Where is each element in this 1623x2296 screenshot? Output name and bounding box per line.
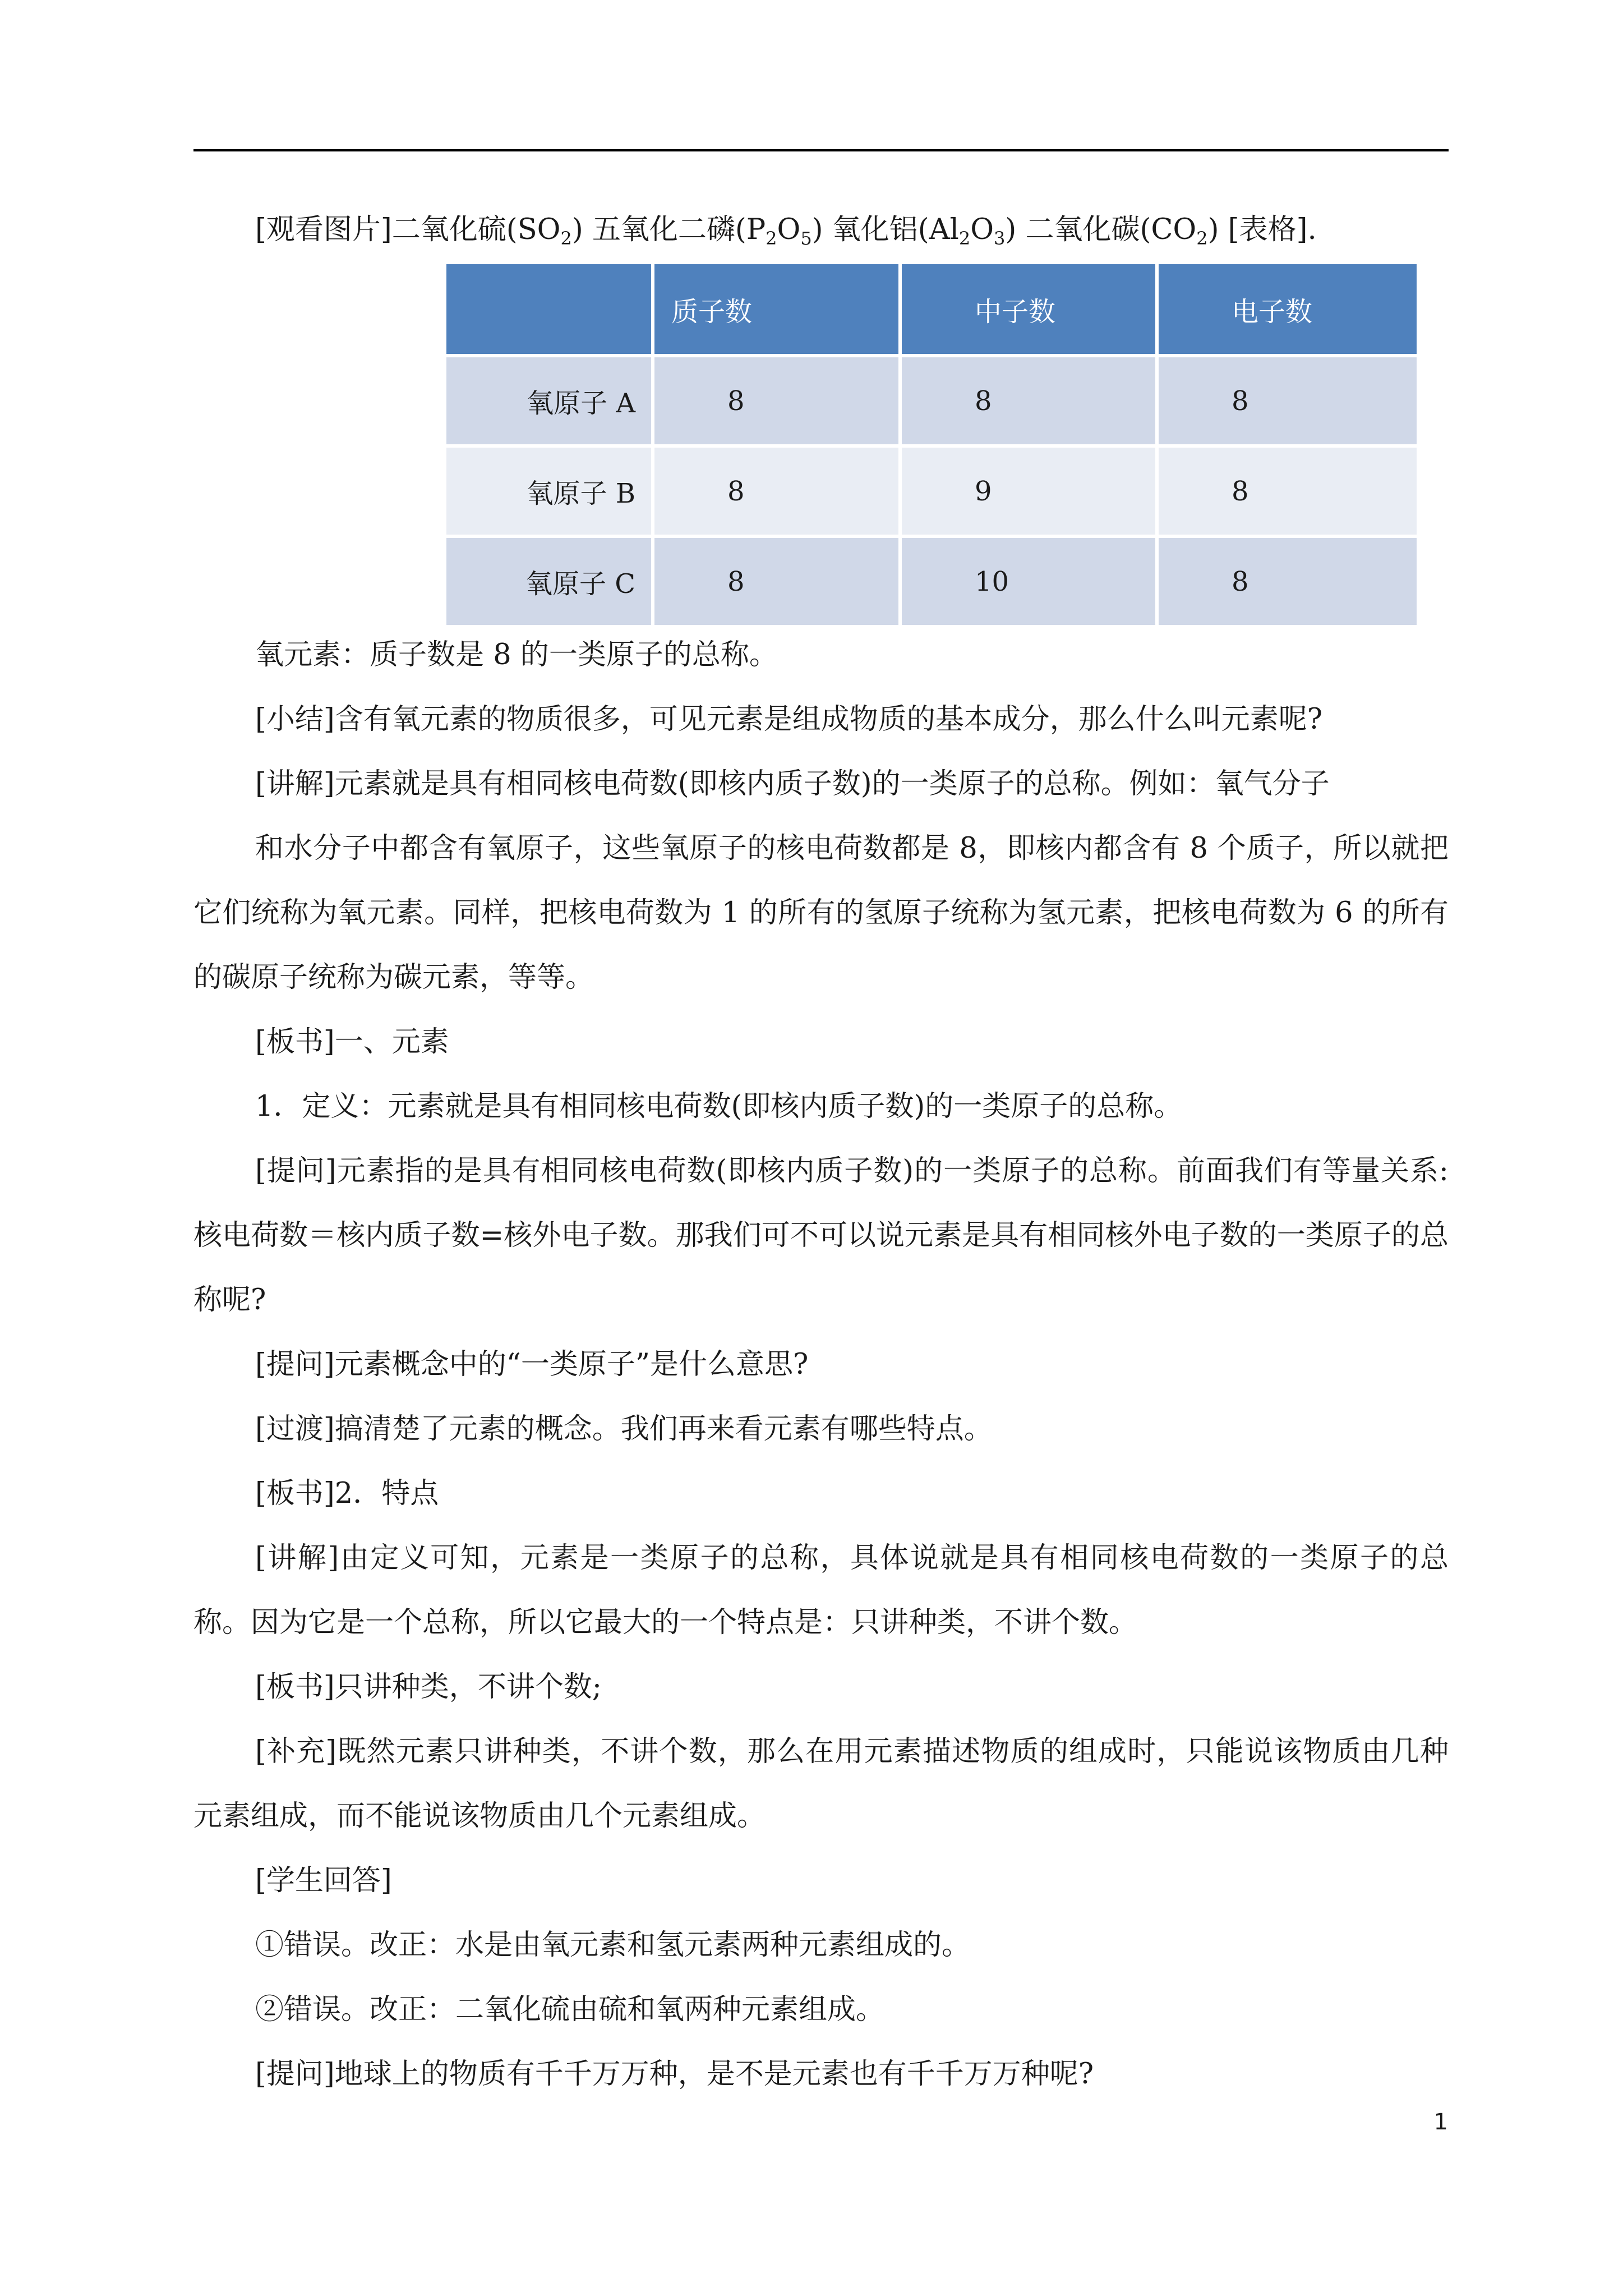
table-cell: 氧原子 C [446, 538, 651, 625]
paragraph-oxygen-element: 氧元素：质子数是 8 的一类原子的总称。 [255, 638, 778, 671]
oxygen-atoms-table [443, 261, 1420, 628]
header-rule [193, 149, 1449, 151]
table-cell: 9 [902, 448, 1155, 535]
paragraph-transition: [过渡]搞清楚了元素的概念。我们再来看元素有哪些特点。 [255, 1412, 993, 1446]
paragraph-answer-2: ②错误。改正：二氧化硫由硫和氧两种元素组成。 [255, 1993, 885, 2026]
page-number: 1 [1433, 2109, 1448, 2135]
paragraph-board-3: [板书]只讲种类，不讲个数; [255, 1671, 602, 1704]
table-cell: 8 [902, 357, 1155, 444]
table-cell: 8 [1159, 357, 1417, 444]
table-cell: 8 [654, 357, 898, 444]
table-row [446, 357, 1417, 444]
paragraph-board-1: [板书]一、元素 [255, 1025, 449, 1059]
paragraph-question-2: [提问]元素概念中的“一类原子”是什么意思? [255, 1348, 809, 1381]
paragraph-question-3: [提问]地球上的物质有千千万万种，是不是元素也有千千万万种呢? [255, 2058, 1094, 2091]
paragraph-explain-1: [讲解]元素就是具有相同核电荷数(即核内质子数)的一类原子的总称。例如：氧气分子 [255, 767, 1330, 800]
paragraph-board-2: [板书]2．特点 [255, 1477, 439, 1510]
paragraph-explain-2: 和水分子中都含有氧原子，这些氧原子的核电荷数都是 8，即核内都含有 8 个质子，所以就把它们统称为氧元素。同样，把核电荷数为 1 的所有的氢原子统称为氢元素，把核电荷数为 6 的所有的碳原子统称为碳元素，等等。 [193, 832, 1449, 994]
paragraph-summary: [小结]含有氧元素的物质很多，可见元素是组成物质的基本成分，那么什么叫元素呢? [255, 703, 1323, 736]
paragraph-explain-3: [讲解]由定义可知，元素是一类原子的总称，具体说就是具有相同核电荷数的一类原子的总称。因为它是一个总称，所以它最大的一个特点是：只讲种类，不讲个数。 [193, 1542, 1449, 1639]
table-cell: 8 [654, 538, 898, 625]
table-header-cell [446, 264, 651, 354]
table-header-cell: 中子数 [902, 264, 1155, 354]
table-header-cell: 质子数 [654, 264, 898, 354]
table-cell: 10 [902, 538, 1155, 625]
paragraph-supplement: [补充]既然元素只讲种类，不讲个数，那么在用元素描述物质的组成时，只能说该物质由几种元素组成，而不能说该物质由几个元素组成。 [193, 1735, 1449, 1833]
table-row [446, 538, 1417, 625]
paragraph-definition: 1．定义：元素就是具有相同核电荷数(即核内质子数)的一类原子的总称。 [255, 1090, 1183, 1123]
table-cell: 8 [654, 448, 898, 535]
table-cell: 8 [1159, 448, 1417, 535]
intro-paragraph: [观看图片]二氧化硫$(SO_2)$ 五氧化二磷$(P_2O_5)$ 氧化铝$(Al_2O_3)$ 二氧化碳$(CO_2)$ [表格]. [255, 213, 1317, 249]
table-cell: 8 [1159, 538, 1417, 625]
table-cell: 氧原子 B [446, 448, 651, 535]
paragraph-answer-title: [学生回答] [255, 1864, 392, 1897]
table-cell: 氧原子 A [446, 357, 651, 444]
paragraph-question-1: [提问]元素指的是具有相同核电荷数(即核内质子数)的一类原子的总称。前面我们有等量关系:核电荷数＝核内质子数=核外电子数。那我们可不可以说元素是具有相同核外电子数的一类原子的总称呢? [193, 1154, 1449, 1317]
table-row [446, 448, 1417, 535]
table-header-cell: 电子数 [1159, 264, 1417, 354]
paragraph-answer-1: ①错误。改正：水是由氧元素和氢元素两种元素组成的。 [255, 1929, 971, 1962]
table-header-row [446, 264, 1417, 354]
